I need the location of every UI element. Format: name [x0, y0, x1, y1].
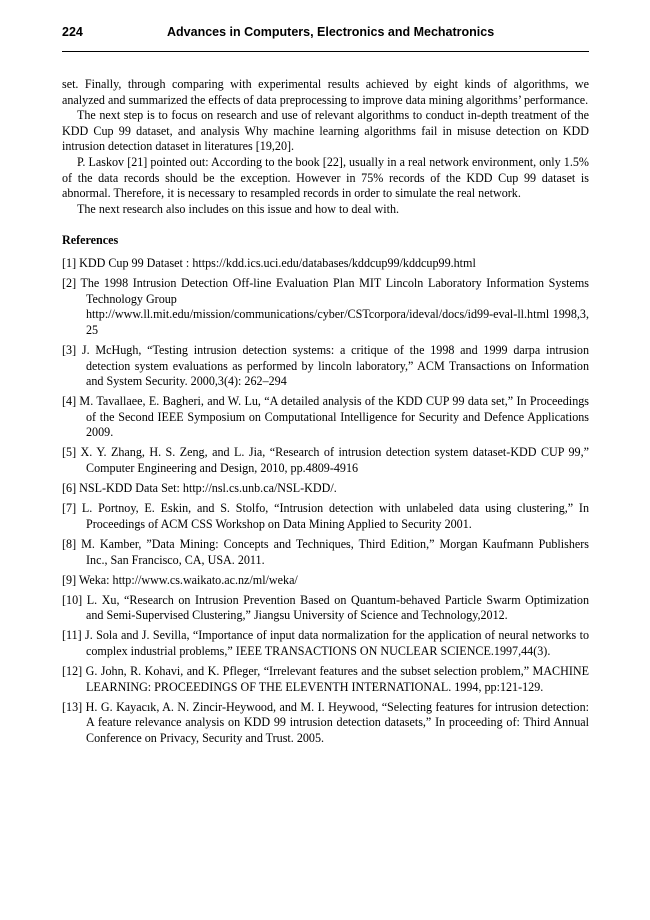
reference-item: [7] L. Portnoy, E. Eskin, and S. Stolfo, “Intrusion detection with unlabeled data using clustering,” In Proceedings of ACM CSS Workshop on Data Mining Applied to Security 2001. [62, 501, 589, 531]
reference-item: [11] J. Sola and J. Sevilla, “Importance of input data normalization for the application of neural networks to complex industrial problems,” IEEE TRANSACTIONS ON NUCLEAR SCIENCE.1997,44(3). [62, 628, 589, 658]
reference-item: [3] J. McHugh, “Testing intrusion detection systems: a critique of the 1998 and 1999 darpa intrusion detection system evaluations as performed by lincoln laboratory,” ACM Transactions on Information and System Security. 2000,3(4): 262–294 [62, 342, 589, 389]
references-heading: References [62, 233, 119, 248]
reference-item: [1] KDD Cup 99 Dataset : https://kdd.ics.uci.edu/databases/kddcup99/kddcup99.html [62, 255, 476, 270]
reference-item: [8] M. Kamber, ”Data Mining: Concepts and Techniques, Third Edition,” Morgan Kaufmann Publishers Inc., San Francisco, CA, USA. 2011. [62, 536, 589, 567]
running-header [62, 22, 589, 42]
reference-url: http://www.ll.mit.edu/mission/communications/cyber/CSTcorpora/ideval/docs/id99-eval-ll.html 1998,3,25 [86, 307, 589, 337]
paragraph: The next research also includes on this issue and how to deal with. [77, 201, 400, 216]
paragraph: P. Laskov [21] pointed out: According to the book [22], usually in a real network environment, only 1.5% of the data records should be the exception. However in 75% records of the KDD Cup 99 dataset is abnormal. Therefore, it is necessary to resampled records in order to simulate the real network. [62, 154, 589, 201]
reference-item: [10] L. Xu, “Research on Intrusion Prevention Based on Quantum-behaved Particle Swarm Optimization and Semi-Supervised Clustering,” Jiangsu University of Science and Technology,2012. [62, 592, 589, 623]
header-rule [62, 51, 589, 52]
reference-item: [4] M. Tavallaee, E. Bagheri, and W. Lu, “A detailed analysis of the KDD CUP 99 data set,” In Proceedings of the Second IEEE Symposium on Computational Intelligence for Security and Defence Applications 2009. [62, 394, 589, 440]
reference-item [62, 276, 589, 338]
body-text [62, 77, 589, 751]
page-number: 224 [62, 25, 83, 39]
reference-item: [13] H. G. Kayacık, A. N. Zincir-Heywood, and M. I. Heywood, “Selecting features for intrusion detection: A feature relevance analysis on KDD 99 intrusion detection datasets,” In proceeding of: Third Annual Conference on Privacy, Security and Trust. 2005. [62, 699, 589, 745]
paragraph: The next step is to focus on research and use of relevant algorithms to conduct in-depth treatment of the KDD Cup 99 dataset, and analysis Why machine learning algorithms fail in misuse detection on KDD intrusion detection dataset in literatures [19,20]. [62, 108, 589, 154]
reference-text: [2] The 1998 Intrusion Detection Off-line Evaluation Plan MIT Lincoln Laboratory Information Systems Technology Group [62, 276, 589, 306]
reference-item: [9] Weka: http://www.cs.waikato.ac.nz/ml/weka/ [62, 572, 298, 587]
reference-item: [12] G. John, R. Kohavi, and K. Pfleger, “Irrelevant features and the subset selection problem,” MACHINE LEARNING: PROCEEDINGS OF THE ELEVENTH INTERNATIONAL. 1994, pp:121-129. [62, 664, 589, 694]
reference-item: [5] X. Y. Zhang, H. S. Zeng, and L. Jia, “Research of intrusion detection system dataset-KDD CUP 99,” Computer Engineering and Design, 2010, pp.4809-4916 [62, 445, 589, 476]
reference-item: [6] NSL-KDD Data Set: http://nsl.cs.unb.ca/NSL-KDD/. [62, 481, 337, 496]
paragraph: set. Finally, through comparing with experimental results achieved by eight kinds of algorithms, we analyzed and summarized the effects of data preprocessing to improve data mining algorithms’ performance. [62, 77, 589, 107]
journal-title: Advances in Computers, Electronics and Mechatronics [167, 25, 495, 39]
